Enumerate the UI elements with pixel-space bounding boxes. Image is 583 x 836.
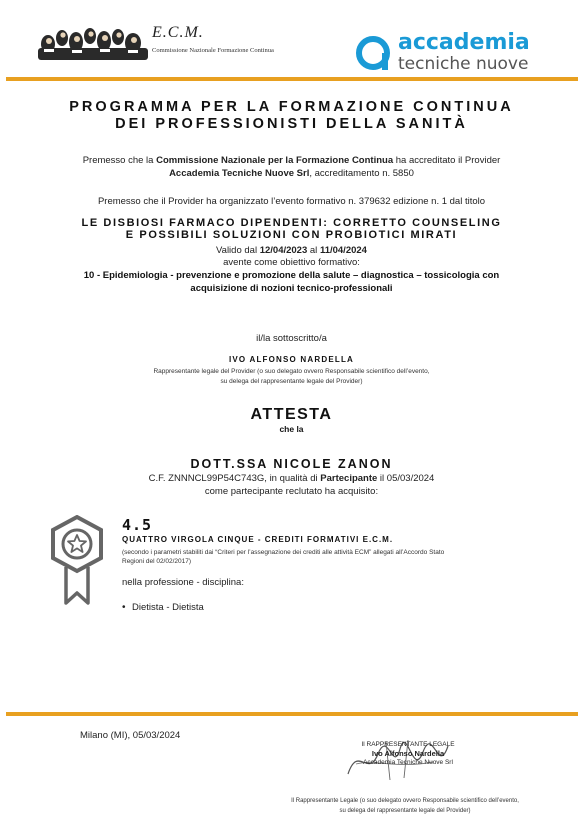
attesta-title: ATTESTA: [250, 406, 333, 423]
ecm-logo: [38, 24, 148, 60]
signature-block: [338, 740, 478, 767]
recipient-name: DOTT.SSA NICOLE ZANON: [190, 457, 393, 471]
event-title-line1: LE DISBIOSI FARMACO DIPENDENTI: CORRETTO COUNSELING: [81, 217, 502, 229]
recipient-role: Partecipante: [320, 473, 378, 484]
program-title-line2: DEI PROFESSIONISTI DELLA SANITÀ: [115, 116, 468, 132]
signature-company: Accademia Tecniche Nuove Srl: [363, 759, 453, 766]
objective-intro: avente come obiettivo formativo:: [223, 257, 360, 268]
credits-block: [122, 517, 542, 566]
provider-name: accademia: [398, 30, 530, 55]
footer-note: [260, 796, 550, 816]
premise-event: Premesso che il Provider ha organizzato l’evento formativo n. 379632 edizione n. 1 dal titolo: [97, 196, 486, 207]
ecm-subtitle: Commissione Nazionale Formazione Continua: [152, 47, 274, 54]
signature-title: Il RAPPRESENTANTE LEGALE: [361, 741, 455, 748]
premise1-text2: ha accreditato il Provider: [393, 155, 501, 166]
signer-role-line2: su delega del rappresentante legale del Provider): [220, 378, 363, 385]
objective-line1: 10 - Epidemiologia - prevenzione e promozione della salute – diagnostica – tossicologia con: [83, 270, 500, 281]
program-title-line1: PROGRAMMA PER LA FORMAZIONE CONTINUA: [69, 99, 514, 115]
credits-note-line1: (secondo i parametri stabiliti dai “Criteri per l’assegnazione dei crediti alle attività ECM” allegati all’Accordo Stato: [122, 549, 445, 556]
signer-role: [0, 367, 583, 387]
footer-note-line1: Il Rappresentante Legale (o suo delegato ovvero Responsabile scientifico dell’evento,: [291, 798, 519, 804]
footer-note-line2: su delega del rappresentante legale del Provider): [339, 808, 471, 814]
certificate-header: [0, 0, 583, 80]
attesta-sub: che la: [279, 424, 304, 434]
provider-legal-name: Accademia Tecniche Nuove Srl: [169, 168, 310, 179]
valid-mid: al: [307, 245, 320, 256]
signature-name: Ivo Alfonso Nardella: [371, 749, 445, 758]
ecm-title: E.C.M.: [152, 24, 204, 41]
credits-words: QUATTRO VIRGOLA CINQUE - CREDITI FORMATIVI E.C.M.: [122, 535, 394, 544]
profession-label: nella professione - disciplina:: [122, 577, 244, 588]
credits-number: 4.5: [122, 516, 153, 534]
commission-name: Commissione Nazionale per la Formazione Continua: [156, 155, 394, 166]
credits-note: [122, 548, 542, 566]
program-title: [0, 99, 583, 133]
valid-from: 12/04/2023: [259, 245, 308, 256]
signer-name: IVO ALFONSO NARDELLA: [228, 355, 355, 364]
premise-accreditation: [0, 154, 583, 180]
event-title: [0, 217, 583, 241]
recipient-fiscal-code: [0, 472, 583, 485]
valid-prefix: Valido dal: [216, 245, 260, 256]
training-objective: [0, 269, 583, 295]
valid-to: 11/04/2024: [319, 245, 367, 256]
premise1-text: Premesso che la: [82, 155, 157, 166]
signer-role-line1: Rappresentante legale del Provider (o suo delegato ovvero Responsabile scientifico dell’evento,: [153, 368, 430, 375]
event-title-line2: E POSSIBILI SOLUZIONI CON PROBIOTICI MIRATI: [125, 229, 458, 241]
accreditation-number: , accreditamento n. 5850: [309, 168, 414, 179]
acquired-label: come partecipante reclutato ha acquisito:: [204, 486, 379, 497]
cf-prefix: C.F. ZNNNCL99P54C743G, in qualità di: [148, 473, 321, 484]
undersigned-label: il/la sottoscritto/a: [256, 333, 327, 344]
discipline-list: [122, 602, 204, 613]
award-star-icon: [48, 515, 106, 607]
bottom-divider: [6, 712, 578, 716]
place-date: Milano (MI), 05/03/2024: [80, 730, 181, 741]
provider-logo-icon: [354, 34, 392, 72]
objective-line2: acquisizione di nozioni tecnico-professionali: [190, 283, 393, 294]
provider-subname: tecniche nuove: [398, 54, 529, 74]
participation-date: il 05/03/2024: [377, 473, 435, 484]
credits-note-line2: Regioni del 02/02/2017): [122, 558, 192, 565]
list-item: • Dietista - Dietista: [122, 602, 204, 613]
top-divider: [6, 77, 578, 81]
